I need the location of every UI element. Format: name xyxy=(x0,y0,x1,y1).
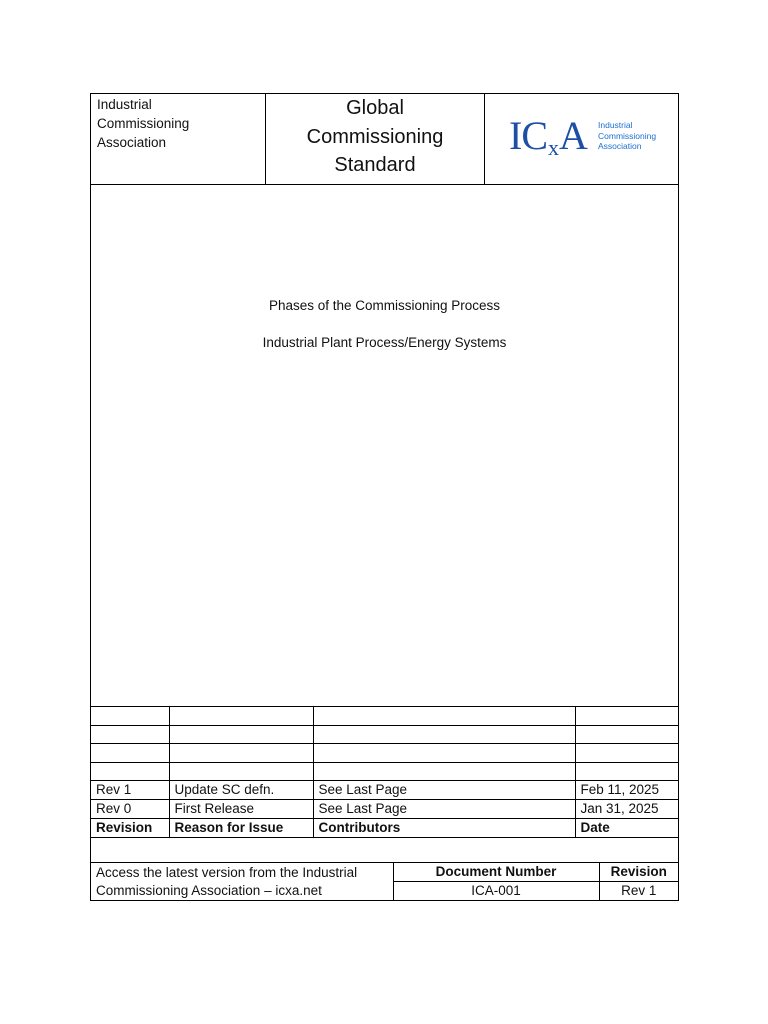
revision-table xyxy=(91,706,678,838)
title-line: Global xyxy=(346,97,404,119)
table-row xyxy=(91,863,678,882)
revision-header: Revision xyxy=(91,819,169,838)
table-row xyxy=(91,725,678,744)
table-row xyxy=(91,707,678,726)
org-line: Industrial xyxy=(97,97,152,112)
table-row xyxy=(91,781,678,800)
table-header-row xyxy=(91,819,678,838)
org-line: Commissioning xyxy=(97,116,190,131)
revision-cell: Rev 1 xyxy=(91,781,169,800)
revision-value: Rev 1 xyxy=(599,882,678,901)
reason-cell: First Release xyxy=(169,800,313,819)
document-subject: Phases of the Commissioning Process xyxy=(268,298,501,313)
table-row xyxy=(91,762,678,781)
document-system: Industrial Plant Process/Energy Systems xyxy=(262,335,507,350)
access-note: Access the latest version from the Industrial Commissioning Association – icxa.net xyxy=(91,863,393,901)
table-row xyxy=(91,800,678,819)
title-line: Commissioning xyxy=(306,125,444,148)
icxa-logo xyxy=(509,114,669,162)
revision-label: Revision xyxy=(599,863,678,882)
document-header xyxy=(91,94,678,185)
contributors-cell: See Last Page xyxy=(313,781,575,800)
document-number: ICA-001 xyxy=(393,882,599,901)
title-line: Standard xyxy=(334,154,416,176)
logo-tagline: Industrial Commissioning Association xyxy=(598,120,657,151)
date-cell: Feb 11, 2025 xyxy=(575,781,678,800)
document-title xyxy=(266,94,485,184)
table-row xyxy=(91,744,678,763)
document-number-label: Document Number xyxy=(393,863,599,882)
document-frame xyxy=(90,93,679,901)
organization-name xyxy=(91,94,266,184)
date-header: Date xyxy=(575,819,678,838)
date-cell: Jan 31, 2025 xyxy=(575,800,678,819)
reason-header: Reason for Issue xyxy=(169,819,313,838)
contributors-cell: See Last Page xyxy=(313,800,575,819)
logo-wordmark: ICxA xyxy=(509,113,587,160)
contributors-header: Contributors xyxy=(313,819,575,838)
org-line: Association xyxy=(97,135,167,150)
revision-cell: Rev 0 xyxy=(91,800,169,819)
footer-table xyxy=(91,862,678,901)
logo-cell xyxy=(485,94,678,184)
reason-cell: Update SC defn. xyxy=(169,781,313,800)
